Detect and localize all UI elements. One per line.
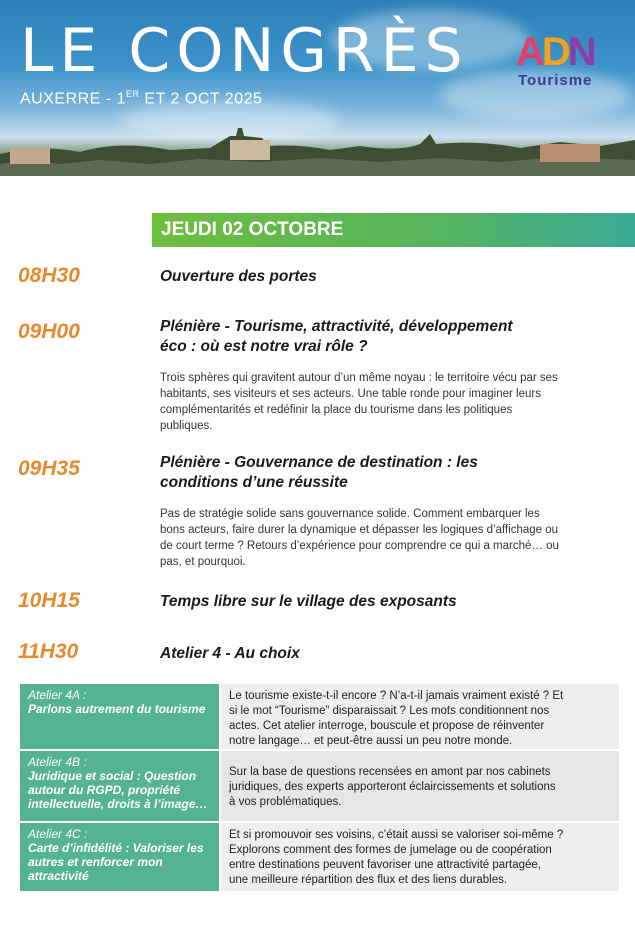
atelier-row (20, 684, 619, 751)
session-title: Atelier 4 - Au choix (160, 645, 300, 662)
atelier-description: Sur la base de questions recensées en amont par nos cabinets juridiques, des experts apporteront éclaircissements et solutions à vos problématiques. (219, 751, 619, 821)
session-title: Temps libre sur le village des exposants (160, 593, 457, 610)
session-description: Pas de stratégie solide sans gouvernance solide. Comment embarquer les bons acteurs, faire durer la dynamique et dépasser les logiques d’affichage ou de court terme ? Retours d’expérience pour comprendre ce qui a marché… ou pas, et pourquoi. (160, 508, 559, 568)
session-time: 08H30 (18, 264, 80, 287)
atelier-table (20, 684, 619, 893)
atelier-description: Le tourisme existe-t-il encore ? N’a-t-il jamais vraiment existé ? Et si le mot “Tourisme” disparaissait ? Les mots conditionnent nos actes. Cet atelier interroge, bouscule et propose de réinventer notre langage… et peut-être aussi un peu notre monde. (219, 684, 619, 749)
session-time: 11H30 (18, 640, 79, 663)
session-time: 09H00 (18, 320, 80, 343)
event-dates: AUXERRE - 1ER ET 2 OCT 2025 (20, 89, 263, 108)
atelier-label: Atelier 4A : Parlons autrement du tourisme (20, 684, 219, 749)
session-time: 09H35 (18, 457, 80, 480)
session-description: Trois sphères qui gravitent autour d’un même noyau : le territoire vécu par ses habitants, ses visiteurs et ses acteurs. Une table ronde pour imaginer leurs complémentarités et redéfinir la place du tourisme dans les politiques publiques. (160, 372, 558, 432)
event-title: LE CONGRÈS (20, 16, 469, 86)
atelier-label: Atelier 4C : Carte d’infidélité : Valoriser les autres et renforcer mon attractivité (20, 823, 219, 891)
session-title: Plénière - Gouvernance de destination : les conditions d’une réussite (160, 454, 478, 491)
atelier-row (20, 751, 619, 823)
atelier-description: Et si promouvoir ses voisins, c’était aussi se valoriser soi-même ? Explorons comment des formes de jumelage ou de coopération entre destinations peuvent favoriser une attractivité partagée, une meilleure répartition des flux et des liens durables. (219, 823, 619, 891)
session-time: 10H15 (18, 589, 80, 612)
session-title: Ouverture des portes (160, 268, 317, 285)
town-skyline-image (0, 126, 635, 176)
header-banner (0, 0, 635, 176)
day-header: JEUDI 02 OCTOBRE (152, 213, 635, 247)
atelier-row (20, 823, 619, 893)
session-title: Plénière - Tourisme, attractivité, développement éco : où est notre vrai rôle ? (160, 318, 513, 355)
adn-tourisme-logo: ADN Tourisme (516, 30, 594, 89)
atelier-label: Atelier 4B : Juridique et social : Question autour du RGPD, propriété intellectuelle, droits à l’image… (20, 751, 219, 821)
